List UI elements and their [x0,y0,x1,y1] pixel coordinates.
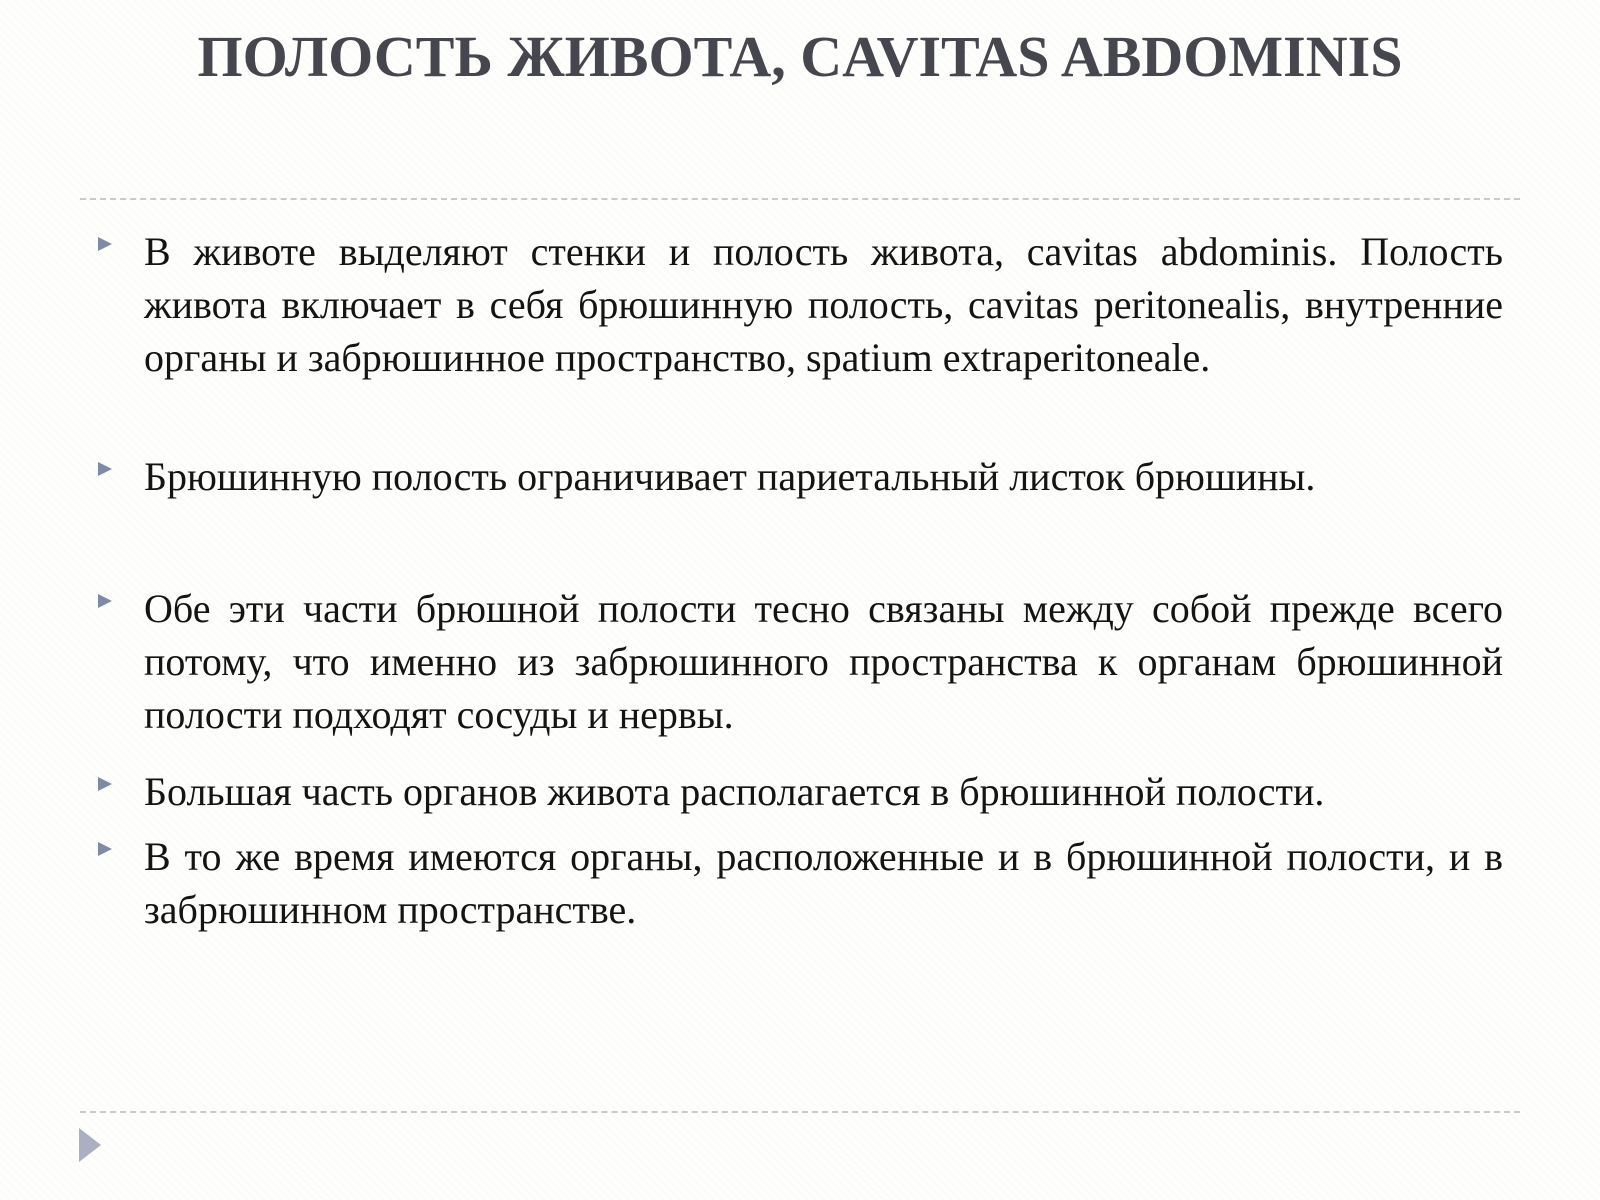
bullet-triangle-icon [98,237,112,251]
next-slide-icon[interactable] [79,1128,101,1162]
bullet-triangle-icon [98,462,112,476]
bullet-text: Большая часть органов живота располагается в брюшинной полости. [144,769,1325,814]
footer-divider [80,1111,1520,1113]
slide-title: ПОЛОСТЬ ЖИВОТА, CAVITAS ABDOMINIS [197,24,1403,89]
bullet-text: В животе выделяют стенки и полость живота, cavitas abdominis. Полость живота включает в себя брюшинную полость, cavitas peritonealis, внутренние органы и забрюшинное пространство, spatium extraperitoneale. [144,229,1503,380]
bullet-text: Брюшинную полость ограничивает париетальный листок брюшины. [144,454,1316,499]
bullet-text: В то же время имеются органы, расположенные и в брюшинной полости, и в забрюшинном пространстве. [144,834,1503,932]
bullet-text: Обе эти части брюшной полости тесно связаны между собой прежде всего потому, что именно из забрюшинного пространства к органам брюшинной полости подходят сосуды и нервы. [144,586,1503,737]
bullet-triangle-icon [98,594,112,608]
bullet-triangle-icon [98,842,112,856]
bullet-triangle-icon [98,777,112,791]
title-divider [80,198,1520,200]
